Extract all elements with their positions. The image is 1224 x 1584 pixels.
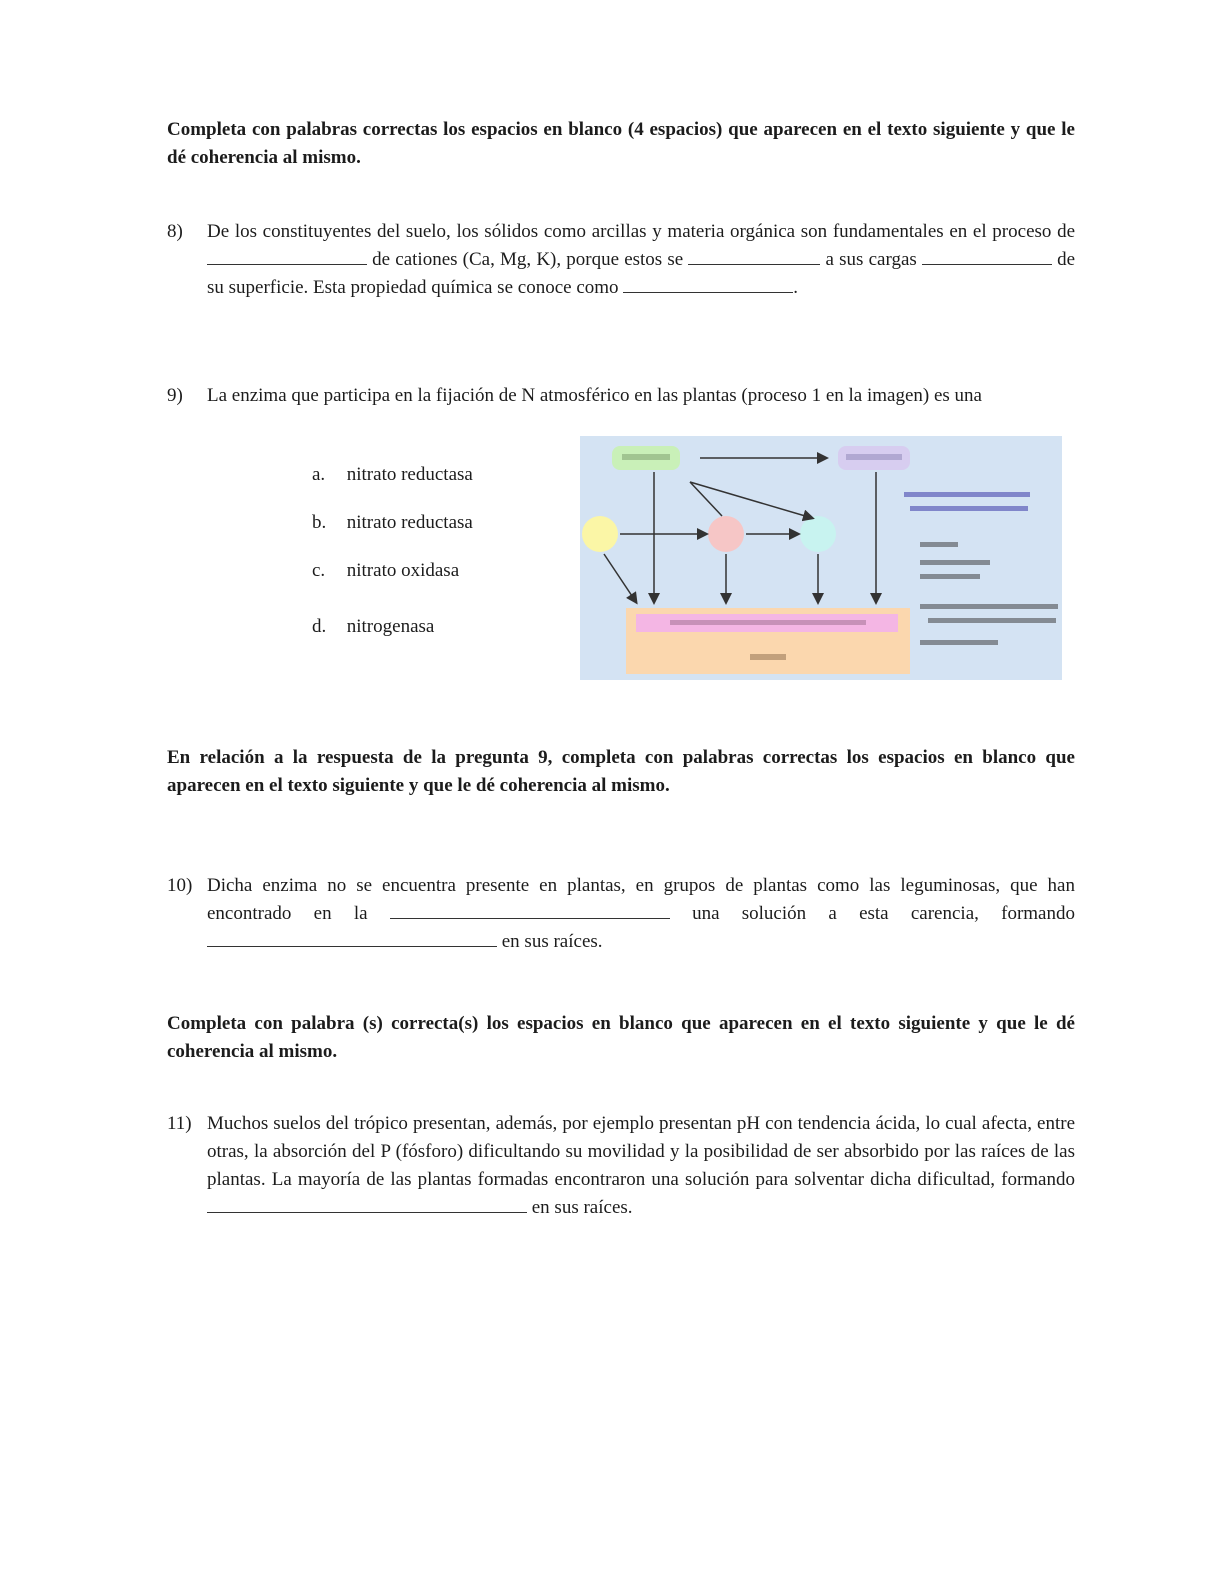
question-text: De los constituyentes del suelo, los sólidos como arcillas y materia orgánica son fundamentales en el proceso de: [207, 221, 1075, 242]
question-text: a sus cargas: [825, 249, 917, 270]
question-number: 10): [167, 875, 193, 896]
question-text: Muchos suelos del trópico presentan, además, por ejemplo presentan pH con tendencia ácida, lo cual afecta, entre otras, la absorción del P (fósforo) dificultando su movilidad y la posibilidad de ser absorbido por las raíces de las plantas. La mayoría de las plantas formadas encontraron una solución para solventar dicha dificultad, formando: [207, 1113, 1075, 1190]
question-number: 8): [167, 221, 183, 242]
answer-blank-6[interactable]: [207, 928, 497, 947]
nitrogen-cycle-diagram: [580, 436, 1062, 680]
answer-blank-2[interactable]: [688, 246, 820, 265]
punctuation: .: [793, 277, 799, 298]
option-label: nitrato reductasa: [346, 464, 473, 485]
answer-blank-5[interactable]: [390, 900, 670, 919]
answer-blank-3[interactable]: [922, 246, 1052, 265]
diagram-node-cyan: [800, 516, 836, 552]
option-letter: a.: [312, 464, 326, 485]
answer-blank-7[interactable]: [207, 1194, 527, 1213]
question-text: una solución a esta carencia, formando: [692, 903, 1075, 924]
question-number: 9): [167, 385, 183, 406]
question-9: [167, 382, 1075, 410]
option-label: nitrogenasa: [346, 616, 435, 637]
question-text: Dicha enzima no se encuentra presente en plantas, en grupos de plantas como las leguminosas, que han encontrado en la: [207, 875, 1075, 924]
question-text: La enzima que participa en la fijación de N atmosférico en las plantas (proceso 1 en la imagen) es una: [207, 385, 982, 406]
question-number: 11): [167, 1113, 192, 1134]
option-letter: b.: [312, 512, 327, 533]
option-c[interactable]: [312, 558, 459, 584]
question-8: [167, 218, 1075, 302]
question-text: en sus raíces.: [501, 931, 603, 952]
option-d[interactable]: [312, 614, 434, 640]
answer-blank-4[interactable]: [623, 274, 793, 293]
question-11: [167, 1110, 1075, 1222]
instruction-1: Completa con palabras correctas los espacios en blanco (4 espacios) que aparecen en el texto siguiente y que le dé coherencia al mismo.: [167, 119, 1075, 168]
instruction-3: Completa con palabra (s) correcta(s) los espacios en blanco que aparecen en el texto siguiente y que le dé coherencia al mismo.: [167, 1013, 1075, 1062]
question-text: de su superficie. Esta propiedad química se conoce como: [207, 249, 1076, 298]
question-10: [167, 872, 1075, 956]
question-text: en sus raíces.: [531, 1197, 633, 1218]
instruction-2: En relación a la respuesta de la pregunta 9, completa con palabras correctas los espacios en blanco que aparecen en el texto siguiente y que le dé coherencia al mismo.: [167, 747, 1075, 796]
diagram-graphic: [580, 436, 1062, 680]
option-label: nitrato oxidasa: [346, 560, 460, 581]
diagram-node-red: [708, 516, 744, 552]
question-text: de cationes (Ca, Mg, K), porque estos se: [372, 249, 684, 270]
answer-blank-1[interactable]: [207, 246, 367, 265]
option-label: nitrato reductasa: [346, 512, 473, 533]
option-letter: c.: [312, 560, 326, 581]
option-letter: d.: [312, 616, 327, 637]
option-b[interactable]: [312, 510, 473, 536]
option-a[interactable]: [312, 462, 473, 488]
diagram-node-yellow: [582, 516, 618, 552]
